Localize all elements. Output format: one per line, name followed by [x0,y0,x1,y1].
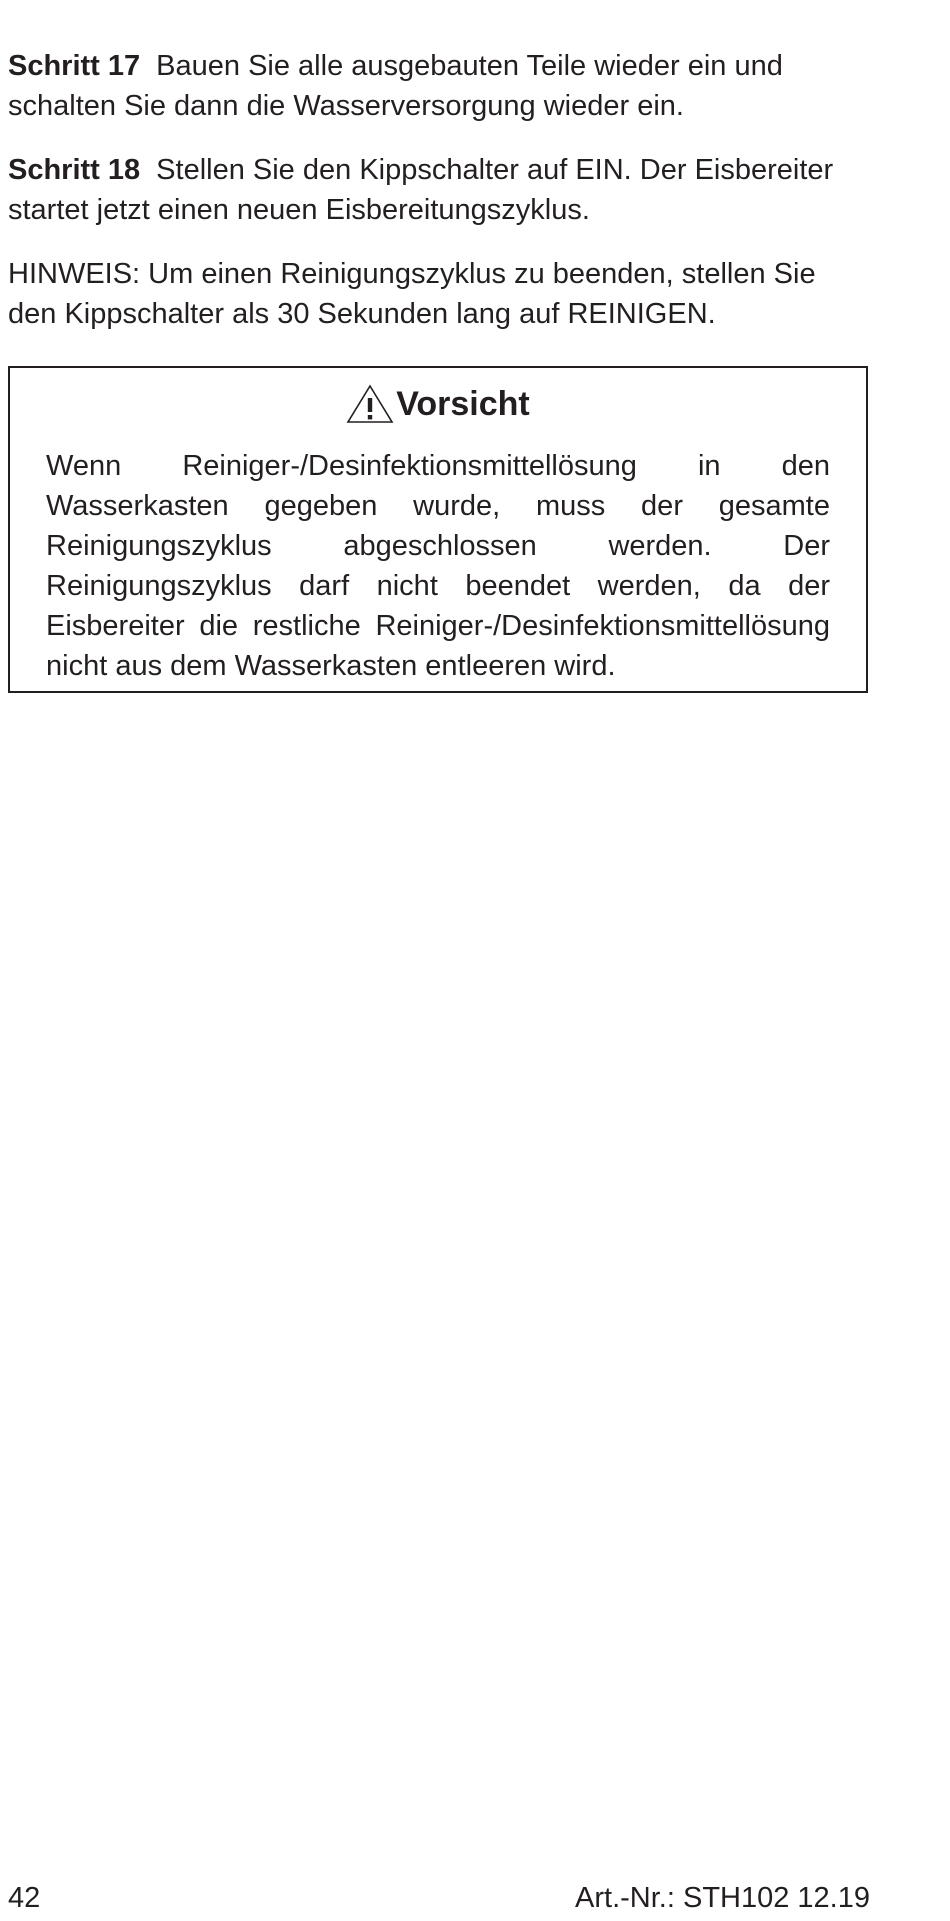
caution-title: Vorsicht [396,385,530,423]
note-text: HINWEIS: Um einen Reinigungszyklus zu beenden, stellen Sie den Kippschalter als 30 Sekunden lang auf REINIGEN. [8,258,816,330]
step-label: Schritt 17 [8,50,141,82]
step-text: Bauen Sie alle ausgebauten Teile wieder ein und schalten Sie dann die Wasserversorgung wieder ein. [8,50,783,122]
warning-triangle-icon [346,384,394,424]
caution-text: Wenn Reiniger-/Desinfektionsmittellösung in den Wasserkasten gegeben wurde, muss der gesamte Reinigungszyklus abgeschlossen werden. Der Reinigungszyklus darf nicht beendet werden, da der Eisbereiter die restliche Reiniger-/Desinfektionsmittellösung nicht aus dem Wasserkasten entleeren wird. [46,450,830,682]
step-18 [8,150,870,230]
step-17 [8,46,870,126]
step-label: Schritt 18 [8,154,141,186]
caution-box [8,366,868,693]
step-text: Stellen Sie den Kippschalter auf EIN. Der Eisbereiter startet jetzt einen neuen Eisbereitungszyklus. [8,154,834,226]
page-footer [8,1878,870,1918]
document-body [8,46,870,358]
caution-header [10,382,866,426]
article-number: Art.-Nr.: STH102 12.19 [575,1882,870,1914]
page-number: 42 [8,1882,41,1914]
